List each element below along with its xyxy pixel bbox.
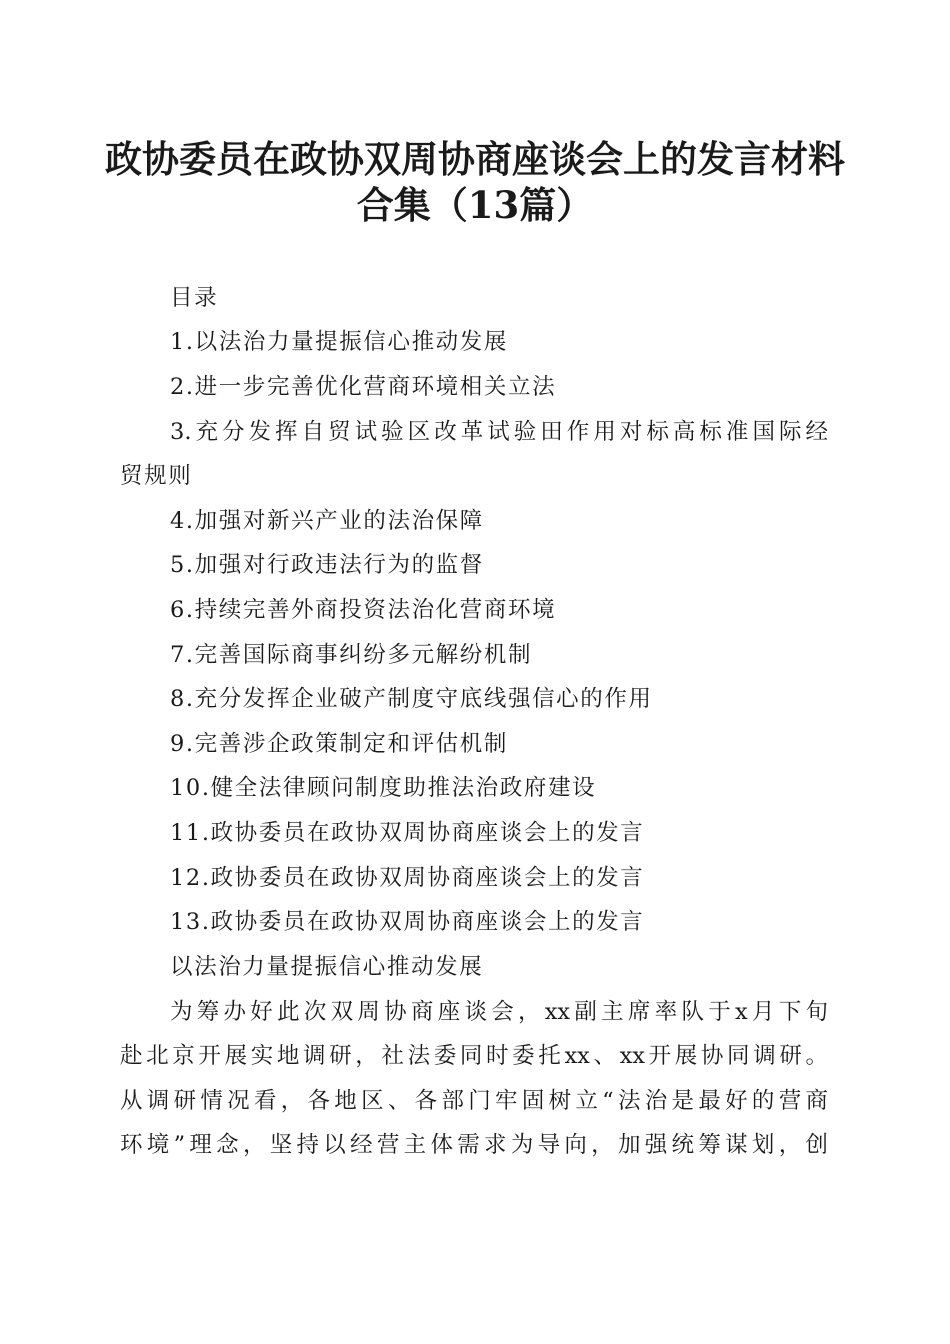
document-title-line-2: 合集（13篇） [356,183,594,227]
toc-item-3-continued: 贸规则 [120,463,193,489]
toc-item-4: 4.加强对新兴产业的法治保障 [170,508,484,534]
toc-item-6: 6.持续完善外商投资法治化营商环境 [170,597,557,623]
section-heading: 以法治力量提振信心推动发展 [170,954,484,980]
body-paragraph-line-3: 从调研情况看，各地区、各部门牢固树立“法治是最好的营商 [120,1088,828,1114]
document-title-line-1: 政协委员在政协双周协商座谈会上的发言材料 [105,137,845,181]
toc-item-3: 3.充分发挥自贸试验区改革试验田作用对标高标准国际经 [170,419,828,445]
toc-item-1: 1.以法治力量提振信心推动发展 [170,329,508,355]
toc-item-13: 13.政协委员在政协双周协商座谈会上的发言 [170,909,645,935]
toc-item-5: 5.加强对行政违法行为的监督 [170,552,484,578]
toc-item-9: 9.完善涉企政策制定和评估机制 [170,731,508,757]
toc-item-2: 2.进一步完善优化营商环境相关立法 [170,374,557,400]
body-paragraph-line-1: 为筹办好此次双周协商座谈会，xx副主席率队于x月下旬 [170,999,828,1025]
toc-heading: 目录 [170,285,219,311]
toc-item-8: 8.充分发挥企业破产制度守底线强信心的作用 [170,686,653,712]
toc-item-12: 12.政协委员在政协双周协商座谈会上的发言 [170,865,645,891]
toc-item-10: 10.健全法律顾问制度助推法治政府建设 [170,775,597,801]
body-paragraph-line-2: 赴北京开展实地调研，社法委同时委托xx、xx开展协同调研。 [120,1043,828,1069]
toc-item-11: 11.政协委员在政协双周协商座谈会上的发言 [170,820,645,846]
body-paragraph-line-4: 环境”理念，坚持以经营主体需求为导向，加强统筹谋划，创 [120,1132,828,1158]
toc-item-7: 7.完善国际商事纠纷多元解纷机制 [170,642,533,668]
